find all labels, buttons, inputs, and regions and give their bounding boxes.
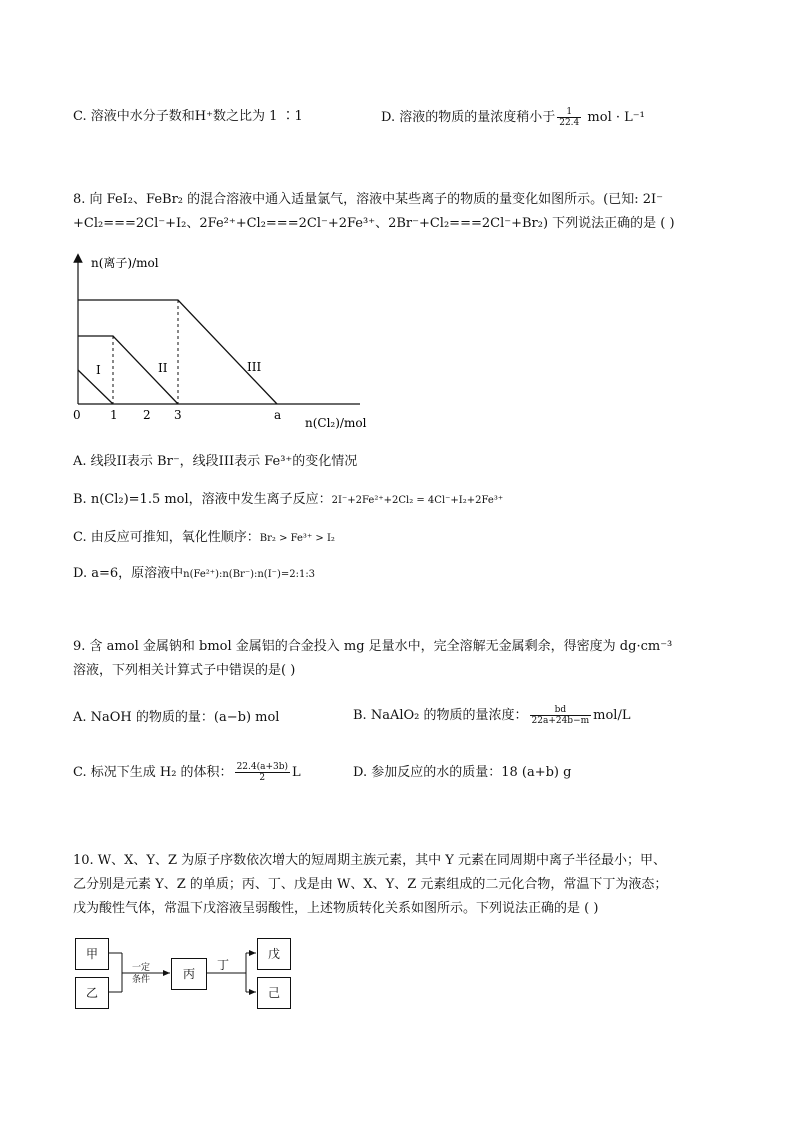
flow-connectors bbox=[100, 930, 270, 1020]
fraction-denominator: 22a+24b−m bbox=[531, 716, 590, 726]
flow-box-yi: 乙 bbox=[75, 977, 109, 1009]
q8-stem-line2: +Cl₂===2Cl⁻+I₂、2Fe²⁺+Cl₂===2Cl⁻+2Fe³⁺、2Br⁻+Cl₂===2Cl⁻+Br₂) 下列说法正确的是 ( ) bbox=[73, 216, 675, 231]
x-tick-2: 2 bbox=[143, 408, 151, 422]
q7-option-d-fraction bbox=[557, 107, 581, 128]
x-tick-3: 3 bbox=[174, 408, 182, 422]
x-tick-1: 1 bbox=[110, 408, 118, 422]
q9-option-b-text: B. NaAlO₂ 的物质的量浓度： bbox=[353, 708, 528, 723]
flow-condition-top: 一定 bbox=[132, 963, 151, 973]
flow-box-wu: 戊 bbox=[257, 938, 291, 970]
q10-stem-line1: 10. W、X、Y、Z 为原子序数依次增大的短周期主族元素，其中 Y 元素在同周期中离子半径最小；甲、 bbox=[73, 853, 667, 868]
flow-box-bing: 丙 bbox=[171, 958, 207, 990]
fraction-denominator: 2 bbox=[259, 773, 266, 783]
x-axis-label: n(Cl₂)/mol bbox=[305, 416, 367, 430]
q9-option-c bbox=[73, 760, 301, 786]
q7-option-c: C. 溶液中水分子数和H⁺数之比为 1 ∶1 bbox=[73, 109, 303, 124]
segment-III-line bbox=[78, 300, 277, 404]
fraction-numerator: bd bbox=[530, 705, 592, 716]
flow-box-jia: 甲 bbox=[75, 938, 109, 970]
q8-option-d bbox=[73, 564, 315, 585]
q7-option-d-unit: mol · L⁻¹ bbox=[587, 110, 645, 125]
q9-option-b-unit: mol/L bbox=[593, 708, 631, 723]
q9-option-c-text: C. 标况下生成 H₂ 的体积： bbox=[73, 765, 233, 780]
q9-option-b bbox=[353, 703, 630, 729]
q8-option-c-text: C. 由反应可推知，氧化性顺序： bbox=[73, 530, 260, 545]
q8-graph bbox=[70, 252, 390, 432]
q8-stem-line1: 8. 向 FeI₂、FeBr₂ 的混合溶液中通入适量氯气，溶液中某些离子的物质的量变化如图所示。(已知: 2I⁻ bbox=[73, 192, 663, 207]
q9-option-c-unit: L bbox=[292, 765, 301, 780]
q8-option-d-equation: n(Fe²⁺):n(Br⁻):n(I⁻)=2:1:3 bbox=[183, 569, 316, 580]
segment-II-label: II bbox=[158, 361, 168, 375]
segment-III-label: III bbox=[247, 360, 262, 374]
segment-I-label: I bbox=[96, 363, 101, 377]
q9-option-b-fraction bbox=[530, 705, 592, 726]
q8-option-a: A. 线段II表示 Br⁻，线段III表示 Fe³⁺的变化情况 bbox=[73, 454, 358, 469]
fraction-denominator: 22.4 bbox=[559, 118, 580, 128]
q8-option-b-text: B. n(Cl₂)=1.5 mol，溶液中发生离子反应： bbox=[73, 492, 332, 507]
q10-stem-line2: 乙分别是元素 Y、Z 的单质；丙、丁、戊是由 W、X、Y、Z 元素组成的二元化合物，常温下丁为液态； bbox=[73, 877, 668, 892]
q8-option-b-equation: 2I⁻+2Fe²⁺+2Cl₂ = 4Cl⁻+I₂+2Fe³⁺ bbox=[331, 495, 504, 506]
q9-option-a: A. NaOH 的物质的量：(a−b) mol bbox=[73, 710, 280, 725]
flow-condition-bottom: 条件 bbox=[132, 975, 151, 985]
q10-stem-line3: 戊为酸性气体，常温下戊溶液呈弱酸性，上述物质转化关系如图所示。下列说法正确的是 ( ) bbox=[73, 901, 599, 916]
flow-label-ding: 丁 bbox=[217, 958, 230, 972]
q8-option-c bbox=[73, 528, 335, 549]
fraction-numerator: 1 bbox=[557, 107, 581, 118]
origin-label: 0 bbox=[73, 408, 81, 422]
fraction-numerator: 22.4(a+3b) bbox=[236, 762, 289, 772]
q9-stem-line2: 溶液，下列相关计算式子中错误的是( ) bbox=[73, 663, 296, 678]
q8-option-d-text: D. a=6，原溶液中 bbox=[73, 566, 184, 581]
x-tick-a: a bbox=[274, 408, 282, 422]
q9-option-d: D. 参加反应的水的质量：18 (a+b) g bbox=[353, 765, 572, 780]
y-axis-label: n(离子)/mol bbox=[91, 256, 159, 270]
q9-option-c-fraction bbox=[235, 762, 290, 783]
q9-stem-line1: 9. 含 amol 金属钠和 bmol 金属铝的合金投入 mg 足量水中，完全溶解无金属剩余，得密度为 dg·cm⁻³ bbox=[73, 639, 673, 654]
q7-option-d-text: D. 溶液的物质的量浓度稍小于 bbox=[381, 110, 556, 125]
q8-option-b bbox=[73, 490, 503, 511]
q8-option-c-equation: Br₂ > Fe³⁺ > I₂ bbox=[259, 533, 335, 544]
q7-option-d bbox=[381, 106, 645, 128]
flow-box-ji: 己 bbox=[257, 977, 291, 1009]
